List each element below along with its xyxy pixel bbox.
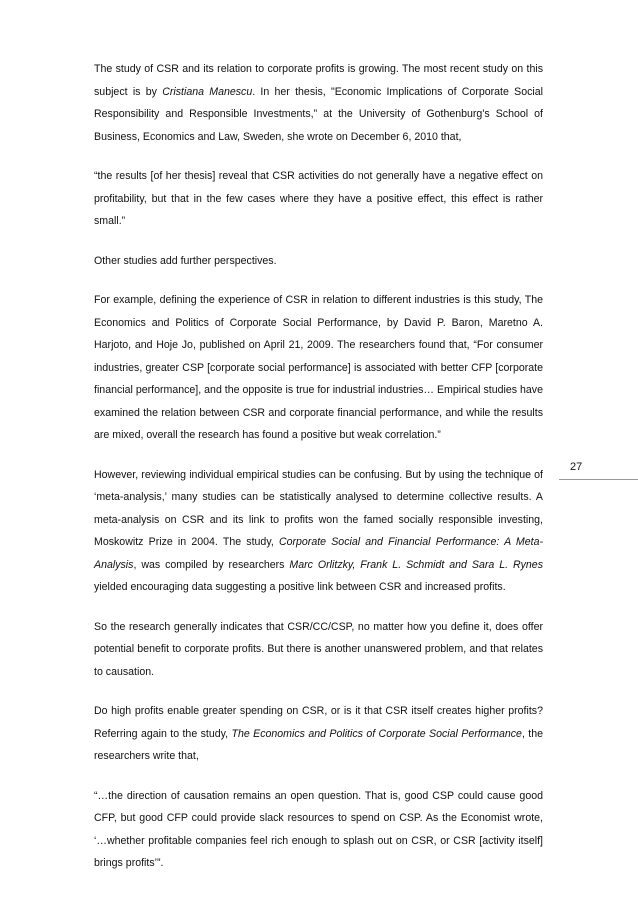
- quote-thesis: “the results [of her thesis] reveal that CSR activities do not generally have a negative effect on profitability, but that in the few cases where they have a positive effect, this effect is rather small.”: [94, 170, 543, 227]
- study-title: Corporate Social and Financial Performance: A Meta-Analysis: [94, 536, 543, 571]
- quote-causation: “…the direction of causation remains an open question. That is, good CSP could cause good CFP, but good CFP could provide slack resources to spend on CSP. As the Economist wrote, ‘…whether profitable companies feel rich enough to splash out on CSR, or CSR [activity itself] brings profits’”.: [94, 789, 543, 869]
- paragraph-causation: Do high profits enable greater spending on CSR, or is it that CSR itself creates higher profits? Referring again to the study, The Economics and Politics of Corporate Social Performance, the researchers write that,: [94, 705, 543, 762]
- page-number: 27: [570, 461, 583, 473]
- author-name: Cristiana Manescu: [162, 85, 253, 98]
- paragraph-industries: For example, defining the experience of CSR in relation to different industries is this study, The Economics and Politics of Corporate Social Performance, by David P. Baron, Maretno A. Harjoto, and Hoje Jo, published on April 21, 2009. The researchers found that, “For consumer industries, greater CSP [corporate social performance] is associated with better CFP [corporate financial performance], and the opposite is true for industrial industries… Empirical studies have examined the relation between CSR and corporate financial performance, and while the results are mixed, overall the research has found a positive but weak correlation.”: [94, 294, 543, 441]
- study-title-2: The Economics and Politics of Corporate Social Performance: [231, 727, 522, 740]
- researcher-names: Marc Orlitzky, Frank L. Schmidt and Sara L. Rynes: [289, 558, 543, 571]
- page-number-rule: [559, 479, 638, 480]
- paragraph-other-studies: Other studies add further perspectives.: [94, 254, 277, 267]
- document-body: [94, 58, 543, 892]
- paragraph-meta-analysis: However, reviewing individual empirical studies can be confusing. But by using the technique of ‘meta-analysis,’ many studies can be statistically analysed to determine collective results. A meta-analysis on CSR and its link to profits won the famed socially responsible investing, Moskowitz Prize in 2004. The study, Corporate Social and Financial Performance: A Meta-Analysis, was compiled by researchers Marc Orlitzky, Frank L. Schmidt and Sara L. Rynes yielded encouraging data suggesting a positive link between CSR and increased profits.: [94, 468, 543, 593]
- paragraph-research-indicates: So the research generally indicates that CSR/CC/CSP, no matter how you define it, does offer potential benefit to corporate profits. But there is another unanswered problem, and that relates to causation.: [94, 620, 543, 678]
- paragraph-manescu: The study of CSR and its relation to corporate profits is growing. The most recent study on this subject is by Cristiana Manescu. In her thesis, "Economic Implications of Corporate Social Responsibility and Responsible Investments,” at the University of Gothenburg's School of Business, Economics and Law, Sweden, she wrote on December 6, 2010 that,: [94, 63, 543, 143]
